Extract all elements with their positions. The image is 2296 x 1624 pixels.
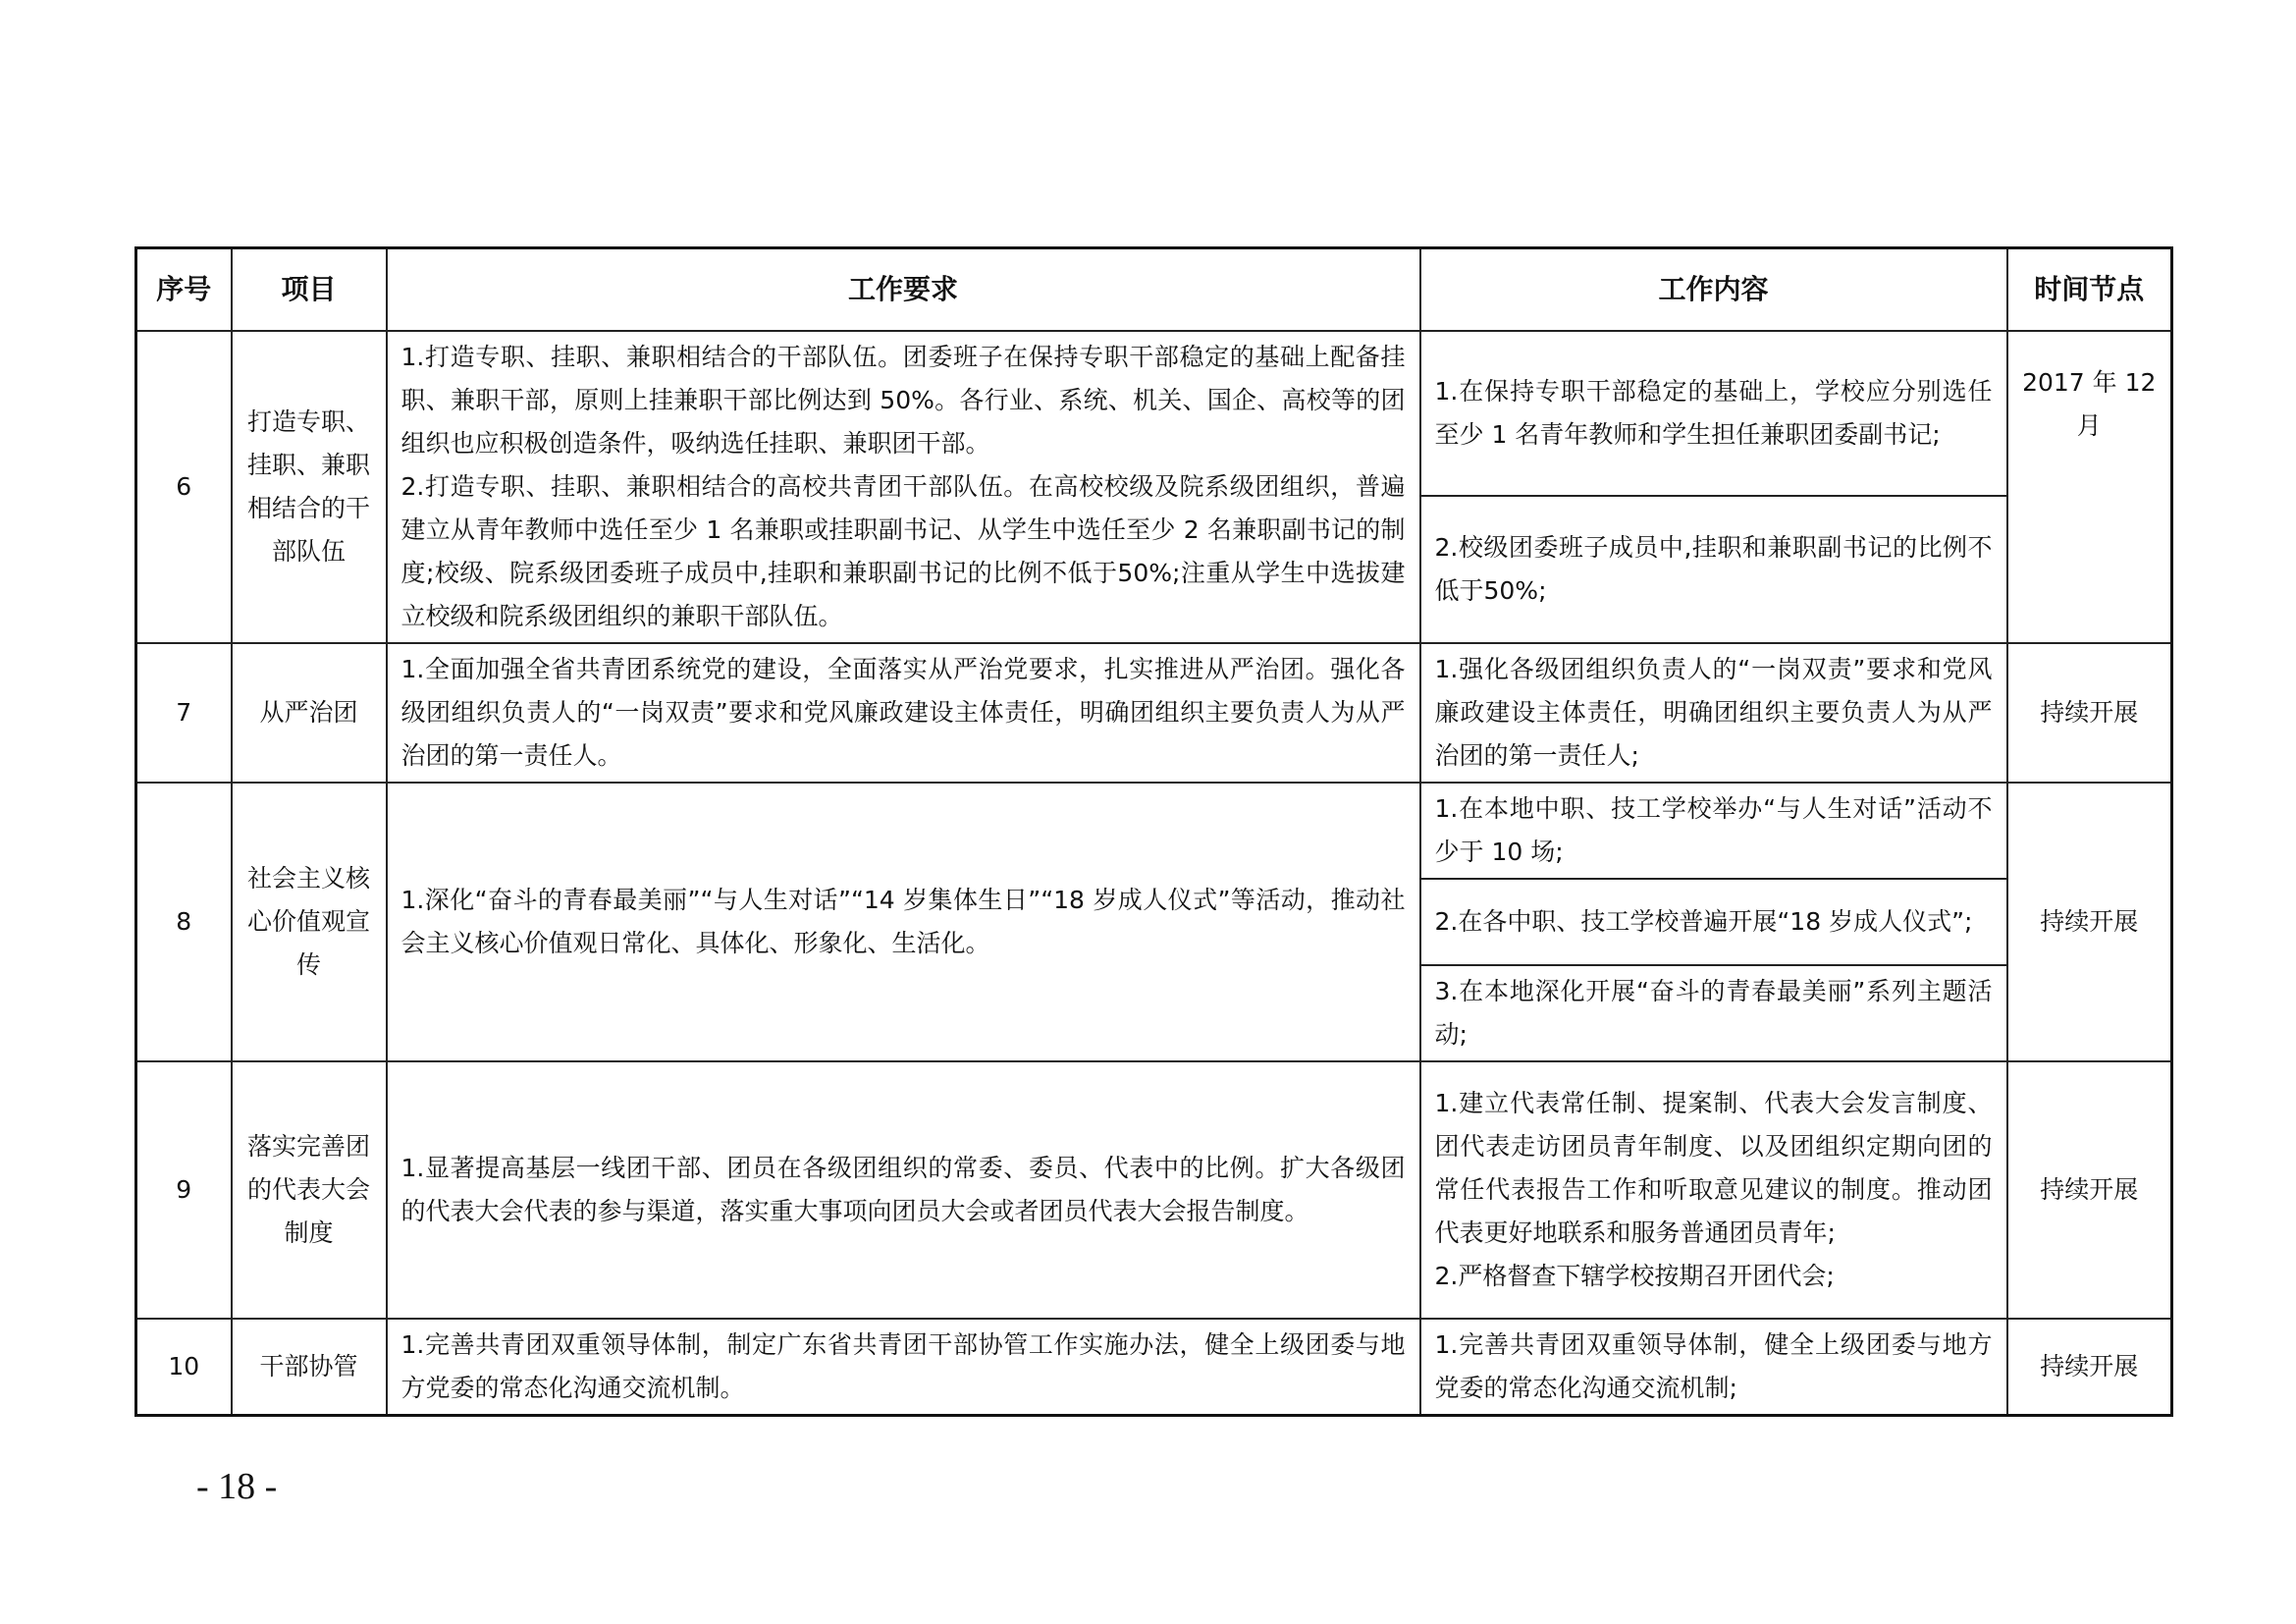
row-content: 2.校级团委班子成员中,挂职和兼职副书记的比例不低于50%; <box>1420 496 2007 643</box>
table-row <box>136 331 2172 496</box>
row-seq: 7 <box>136 643 232 783</box>
table-row <box>136 1319 2172 1416</box>
row-project: 落实完善团的代表大会制度 <box>232 1061 387 1319</box>
row-time: 持续开展 <box>2007 783 2172 1061</box>
row-content: 1.在保持专职干部稳定的基础上，学校应分别选任至少 1 名青年教师和学生担任兼职团委副书记; <box>1420 331 2007 496</box>
row-seq: 9 <box>136 1061 232 1319</box>
row-project: 打造专职、挂职、兼职相结合的干部队伍 <box>232 331 387 643</box>
table-row <box>136 1061 2172 1319</box>
row-seq: 6 <box>136 331 232 643</box>
header-project: 项目 <box>232 248 387 332</box>
row-seq: 10 <box>136 1319 232 1416</box>
table-row <box>136 783 2172 879</box>
row-content: 1.强化各级团组织负责人的“一岗双责”要求和党风廉政建设主体责任，明确团组织主要负责人为从严治团的第一责任人; <box>1420 643 2007 783</box>
header-content: 工作内容 <box>1420 248 2007 332</box>
row-time: 持续开展 <box>2007 1061 2172 1319</box>
row-requirement: 1.显著提高基层一线团干部、团员在各级团组织的常委、委员、代表中的比例。扩大各级团的代表大会代表的参与渠道，落实重大事项向团员大会或者团员代表大会报告制度。 <box>387 1061 1420 1319</box>
row-time: 持续开展 <box>2007 643 2172 783</box>
row-project: 干部协管 <box>232 1319 387 1416</box>
header-requirement: 工作要求 <box>387 248 1420 332</box>
table-row <box>136 643 2172 783</box>
header-time: 时间节点 <box>2007 248 2172 332</box>
row-content: 1.完善共青团双重领导体制，健全上级团委与地方党委的常态化沟通交流机制; <box>1420 1319 2007 1416</box>
row-requirement: 1.完善共青团双重领导体制，制定广东省共青团干部协管工作实施办法，健全上级团委与地方党委的常态化沟通交流机制。 <box>387 1319 1420 1416</box>
row-content: 1.在本地中职、技工学校举办“与人生对话”活动不少于 10 场; <box>1420 783 2007 879</box>
row-content: 1.建立代表常任制、提案制、代表大会发言制度、团代表走访团员青年制度、以及团组织定期向团的常任代表报告工作和听取意见建议的制度。推动团代表更好地联系和服务普通团员青年; 2.严格督查下辖学校按期召开团代会; <box>1420 1061 2007 1319</box>
row-content: 2.在各中职、技工学校普遍开展“18 岁成人仪式”; <box>1420 879 2007 965</box>
header-seq: 序号 <box>136 248 232 332</box>
row-time: 持续开展 <box>2007 1319 2172 1416</box>
row-requirement: 1.打造专职、挂职、兼职相结合的干部队伍。团委班子在保持专职干部稳定的基础上配备挂职、兼职干部，原则上挂兼职干部比例达到 50%。各行业、系统、机关、国企、高校等的团组织也应积极创造条件，吸纳选任挂职、兼职团干部。 2.打造专职、挂职、兼职相结合的高校共青团干部队伍。在高校校级及院系级团组织，普遍建立从青年教师中选任至少 1 名兼职或挂职副书记、从学生中选任至少 2 名兼职副书记的制度;校级、院系级团委班子成员中,挂职和兼职副书记的比例不低于50%;注重从学生中选拔建立校级和院系级团组织的兼职干部队伍。 <box>387 331 1420 643</box>
row-project: 社会主义核心价值观宣传 <box>232 783 387 1061</box>
row-content: 3.在本地深化开展“奋斗的青春最美丽”系列主题活动; <box>1420 965 2007 1061</box>
table-header-row <box>136 248 2172 332</box>
page-number: - 18 - <box>196 1466 278 1507</box>
work-plan-table <box>134 246 2173 1417</box>
row-requirement: 1.深化“奋斗的青春最美丽”“与人生对话”“14 岁集体生日”“18 岁成人仪式”等活动，推动社会主义核心价值观日常化、具体化、形象化、生活化。 <box>387 783 1420 1061</box>
row-project: 从严治团 <box>232 643 387 783</box>
row-time: 2017 年 12 月 <box>2007 331 2172 643</box>
row-seq: 8 <box>136 783 232 1061</box>
row-requirement: 1.全面加强全省共青团系统党的建设，全面落实从严治党要求，扎实推进从严治团。强化各级团组织负责人的“一岗双责”要求和党风廉政建设主体责任，明确团组织主要负责人为从严治团的第一责任人。 <box>387 643 1420 783</box>
